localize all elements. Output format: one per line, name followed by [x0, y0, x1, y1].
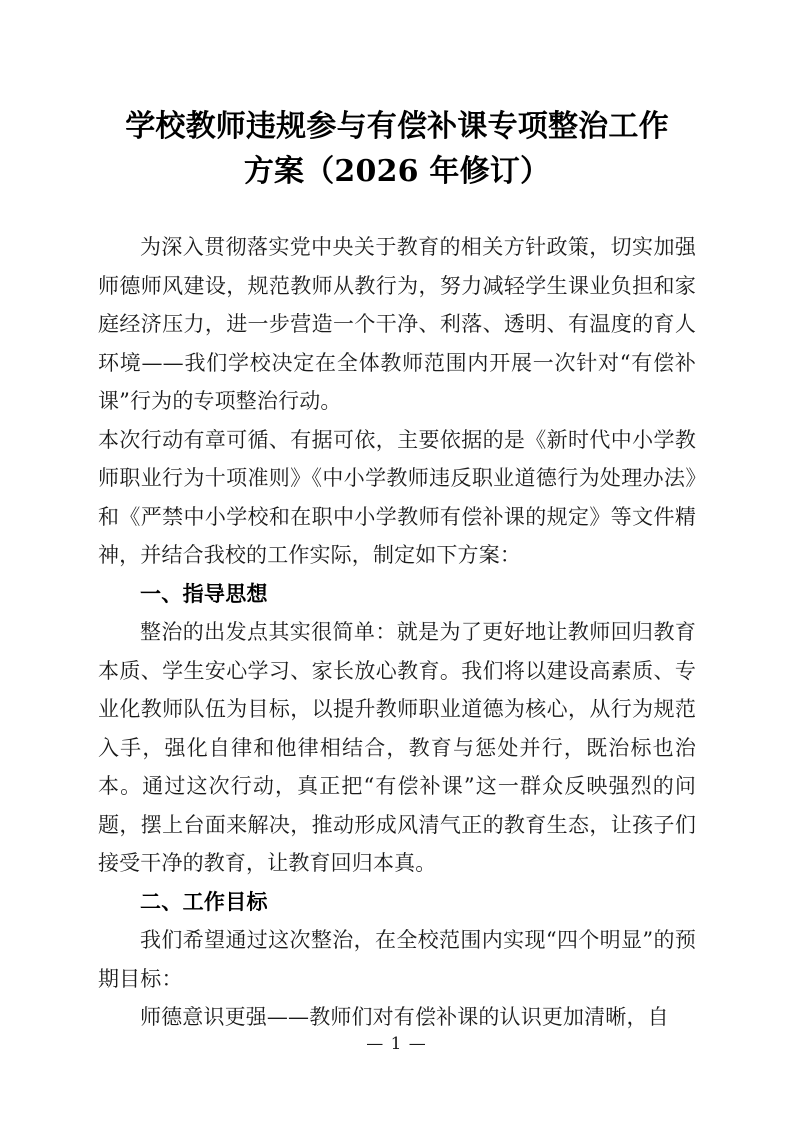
document-title-line-2: 方案（2026 年修订） — [243, 154, 551, 189]
section-heading-1: 一、指导思想 — [140, 581, 268, 606]
page-number-footer: — 1 — — [366, 1034, 427, 1054]
body-paragraph-1: 为深入贯彻落实党中央关于教育的相关方针政策，切实加强师德师风建设，规范教师从教行为，努力减轻学生课业负担和家庭经济压力，进一步营造一个干净、利落、透明、有温度的育人环境——我们学校决定在全体教师范围内开展一次针对“有偿补课”行为的专项整治行动。 — [98, 235, 696, 413]
document-body — [98, 228, 696, 1037]
body-paragraph-3: 整治的出发点其实很简单：就是为了更好地让教师回归教育本质、学生安心学习、家长放心教育。我们将以建设高素质、专业化教师队伍为目标，以提升教师职业道德为核心，从行为规范入手，强化自律和他律相结合，教育与惩处并行，既治标也治本。通过这次行动，真正把“有偿补课”这一群众反映强烈的问题，摆上台面来解决，推动形成风清气正的教育生态，让孩子们接受干净的教育，让教育回归本真。 — [98, 620, 696, 875]
document-title-line-1: 学校教师违规参与有偿补课专项整治工作 — [125, 109, 669, 144]
body-paragraph-4: 我们希望通过这次整治，在全校范围内实现“四个明显”的预期目标： — [98, 928, 696, 991]
body-paragraph-2: 本次行动有章可循、有据可依，主要依据的是《新时代中小学教师职业行为十项准则》《中小学教师违反职业道德行为处理办法》和《严禁中小学校和在职中小学教师有偿补课的规定》等文件精神，并结合我校的工作实际，制定如下方案： — [98, 427, 696, 567]
document-title — [98, 104, 696, 194]
body-paragraph-5: 师德意识更强——教师们对有偿补课的认识更加清晰，自 — [140, 1005, 669, 1029]
section-heading-2: 二、工作目标 — [140, 889, 268, 914]
